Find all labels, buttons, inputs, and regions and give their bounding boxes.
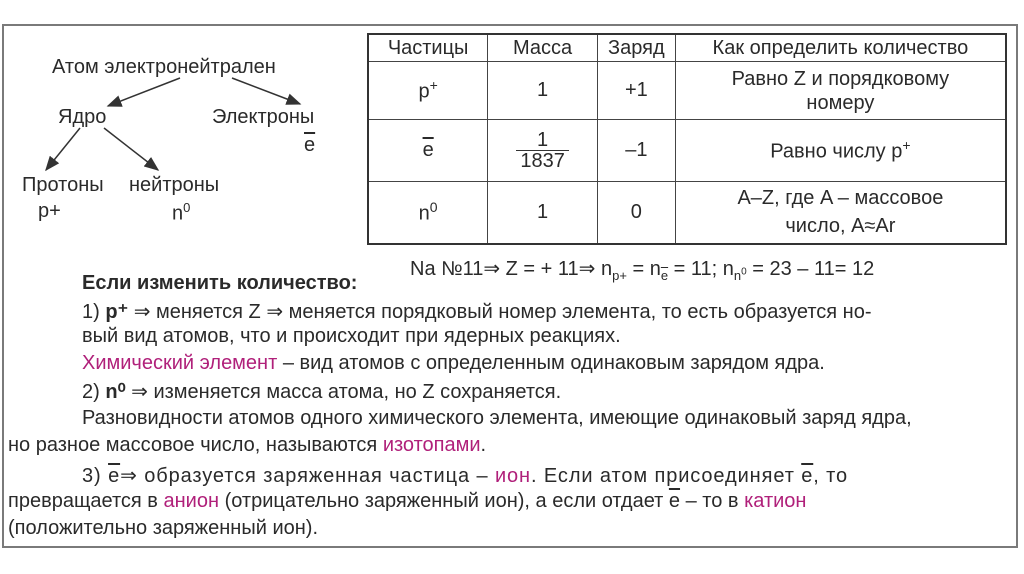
tree-nucleus: Ядро [58, 106, 107, 128]
how-cell: Равно Z и порядковому номеру [675, 62, 1006, 120]
sodium-example: Na №11⇒ Z = + 11⇒ $n_{p+} = n_{\overline{e}} = 11$; $n_{n^0} = 23 - 11= 12$ [410, 258, 875, 283]
charge-cell: +1 [597, 62, 675, 120]
charge-cell: –1 [597, 120, 675, 182]
paragraph-3-line-1: 3) $\overline{e}\Rightarrow$ образуется заряженная частица – ион. Если атом присоединяет $\overline{e}$, то [82, 465, 849, 487]
tree-protons: Протоны [22, 174, 104, 196]
paragraph-3-line-2: превращается в анион (отрицательно заряженный ион), а если отдает $\overline{e}$ – то в катион [8, 490, 807, 512]
isotope-line-1: Разновидности атомов одного химического элемента, имеющие одинаковый заряд ядра, [82, 407, 912, 429]
section-heading: Если изменить количество: [82, 272, 358, 294]
particle-table [367, 33, 1007, 245]
table-row [368, 182, 1006, 244]
term-anion: анион [163, 490, 220, 512]
tree-root: Атом электронейтрален [52, 56, 276, 78]
particle-cell: $\overline{e}$ [368, 120, 488, 182]
table-row [368, 62, 1006, 120]
mass-cell: 1 [488, 62, 598, 120]
table-header: Заряд [597, 34, 675, 62]
paragraph-2: 2) n⁰ ⇒ изменяется масса атома, но Z сохраняется. [82, 381, 562, 403]
table-header: Масса [488, 34, 598, 62]
tree-neutrons: нейтроны [129, 174, 220, 196]
paragraph-1-line-1: 1) p⁺ ⇒ меняется Z ⇒ меняется порядковый номер элемента, то есть образуется но- [82, 301, 872, 323]
term-cation: катион [744, 490, 807, 512]
mass-cell: 1 [488, 182, 598, 244]
paragraph-1-line-2: вый вид атомов, что и происходит при ядерных реакциях. [82, 325, 621, 347]
table-row [368, 120, 1006, 182]
table-header: Частицы [368, 34, 488, 62]
how-cell: A–Z, где A – массовое число, A≈Ar [675, 182, 1006, 244]
table-header: Как определить количество [675, 34, 1006, 62]
charge-cell: 0 [597, 182, 675, 244]
particle-cell: $n^0$ [368, 182, 488, 244]
mass-cell: $\frac{1}{1837}$ [488, 120, 598, 182]
tree-electrons: Электроны [212, 106, 315, 128]
tree-electron-symbol: $\overline{e}$ [304, 134, 316, 156]
table-header-row [368, 34, 1006, 62]
term-isotopes: изотопами [382, 434, 481, 456]
how-cell: Равно числу p+ [675, 120, 1006, 182]
tree-neutron-symbol: $n^0$ [172, 200, 191, 225]
term-ion: ион [494, 465, 531, 487]
tree-arrows [0, 0, 360, 200]
isotope-line-2: но разное массовое число, называются изотопами. [8, 434, 487, 456]
chemical-element-definition: Химический элемент – вид атомов с определенным одинаковым зарядом ядра. [82, 352, 825, 374]
particle-cell: p+ [368, 62, 488, 120]
term-chemical-element: Химический элемент [82, 352, 278, 374]
tree-proton-symbol: p+ [38, 200, 61, 222]
paragraph-3-line-3: (положительно заряженный ион). [8, 517, 318, 539]
